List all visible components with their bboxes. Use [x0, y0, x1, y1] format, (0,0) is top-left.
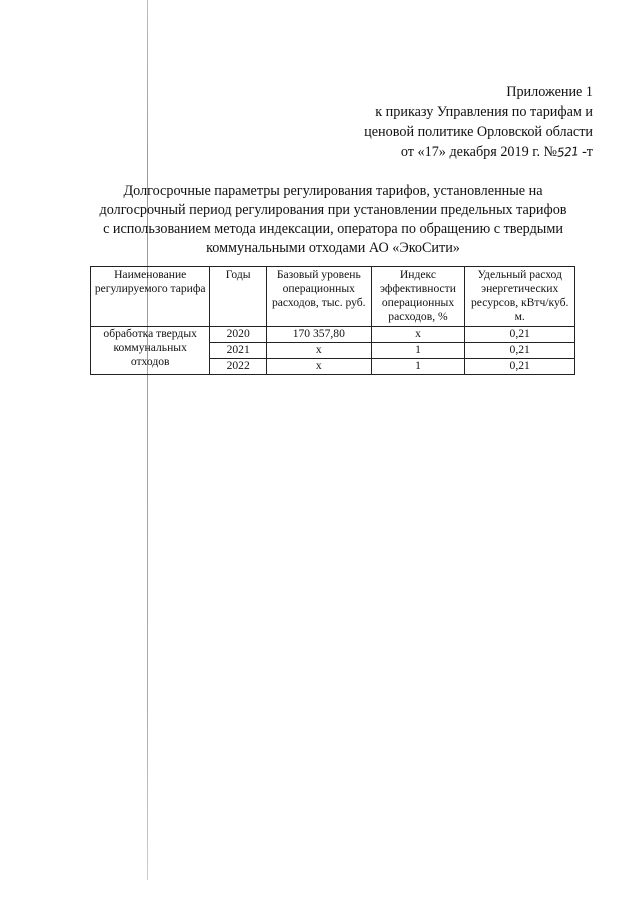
base-level-cell: 170 357,80 [266, 327, 371, 343]
header-tariff-name: Наименование регулируемого тарифа [91, 267, 210, 327]
appendix-line-2: к приказу Управления по тарифам и [375, 104, 593, 120]
title-line-2: долгосрочный период регулирования при установлении предельных тарифов [99, 202, 567, 218]
base-level-cell: х [266, 343, 371, 359]
header-base-level: Базовый уровень операционных расходов, тыс. руб. [266, 267, 371, 327]
title-line-4: коммунальными отходами АО «ЭкоСити» [206, 240, 460, 256]
base-level-cell: х [266, 359, 371, 375]
order-suffix: -т [578, 144, 593, 160]
tariff-name-cell: обработка твердых коммунальных отходов [91, 327, 210, 375]
order-date: от «17» декабря 2019 г. № [400, 144, 558, 160]
energy-consumption-cell: 0,21 [465, 327, 575, 343]
appendix-line-1: Приложение 1 [506, 84, 593, 100]
table-row [91, 327, 575, 343]
scan-fold-line [147, 0, 148, 880]
appendix-line-3: ценовой политике Орловской области [364, 124, 593, 140]
energy-consumption-cell: 0,21 [465, 343, 575, 359]
order-number-handwritten: 521 [556, 144, 579, 160]
header-efficiency-index: Индекс эффективности операционных расходов, % [371, 267, 465, 327]
document-title [80, 182, 586, 258]
title-line-3: с использованием метода индексации, оператора по обращению с твердыми [103, 221, 563, 237]
efficiency-index-cell: 1 [371, 359, 465, 375]
year-cell: 2020 [210, 327, 267, 343]
header-years: Годы [210, 267, 267, 327]
appendix-order-line [364, 142, 593, 162]
year-cell: 2022 [210, 359, 267, 375]
appendix-header [364, 82, 593, 162]
efficiency-index-cell: х [371, 327, 465, 343]
table-header-row [91, 267, 575, 327]
tariff-parameters-table [90, 266, 575, 375]
energy-consumption-cell: 0,21 [465, 359, 575, 375]
year-cell: 2021 [210, 343, 267, 359]
efficiency-index-cell: 1 [371, 343, 465, 359]
title-line-1: Долгосрочные параметры регулирования тарифов, установленные на [123, 183, 543, 199]
header-energy-consumption: Удельный расход энергетических ресурсов, кВтч/куб. м. [465, 267, 575, 327]
